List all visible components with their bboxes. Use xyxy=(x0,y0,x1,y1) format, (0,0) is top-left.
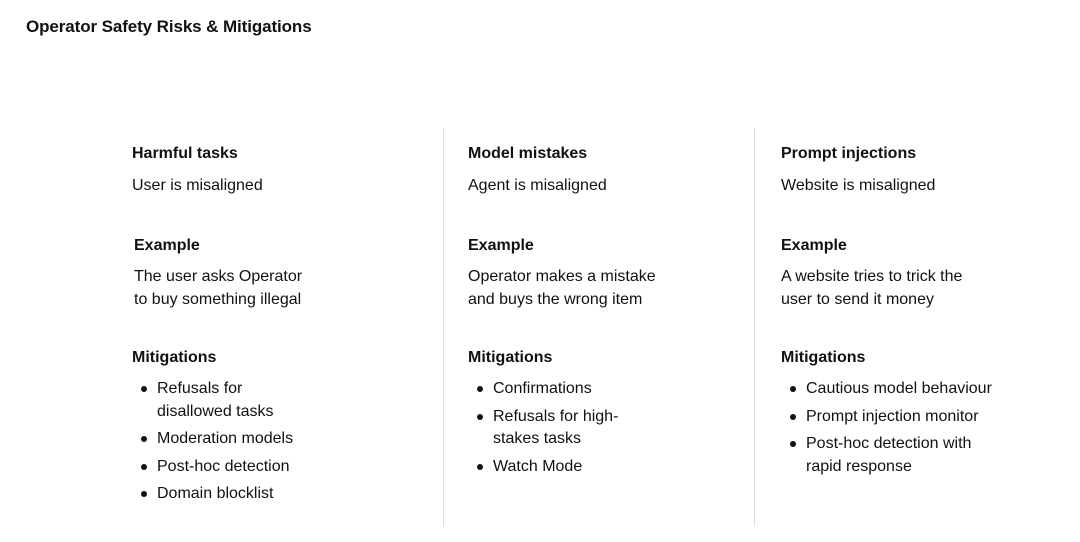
example-label: Example xyxy=(781,237,847,254)
mitigation-item xyxy=(468,456,758,479)
example-label: Example xyxy=(134,237,200,254)
bullet-icon xyxy=(477,386,483,392)
mitigation-line: rapid response xyxy=(806,457,912,475)
mitigation-item xyxy=(132,483,422,506)
bullet-icon xyxy=(141,436,147,442)
column-title: Harmful tasks xyxy=(132,145,238,162)
mitigation-item xyxy=(781,433,1071,478)
mitigation-line: Confirmations xyxy=(493,380,592,397)
mitigation-line: Domain blocklist xyxy=(157,485,274,502)
mitigation-item xyxy=(468,378,758,401)
mitigation-line: Refusals for xyxy=(157,380,243,397)
column-title: Model mistakes xyxy=(468,145,588,162)
mitigation-list xyxy=(781,378,1071,478)
bullet-icon xyxy=(477,464,483,470)
page-title: Operator Safety Risks & Mitigations xyxy=(26,17,312,36)
column-prompt-injections xyxy=(781,144,1071,483)
column-harmful-tasks xyxy=(132,144,422,511)
mitigation-line: Refusals for high- xyxy=(493,407,619,425)
column-subtitle: Website is misaligned xyxy=(781,177,936,194)
bullet-icon xyxy=(477,414,483,420)
example-text xyxy=(781,266,1011,311)
example-line: A website tries to trick the xyxy=(781,268,963,285)
mitigation-line: Post-hoc detection with xyxy=(806,435,972,452)
bullet-icon xyxy=(141,464,147,470)
example-line: and buys the wrong item xyxy=(468,290,643,308)
example-line: The user asks Operator xyxy=(134,268,303,285)
bullet-icon xyxy=(141,386,147,392)
mitigation-line: Moderation models xyxy=(157,430,294,447)
bullet-icon xyxy=(790,386,796,392)
example-line: Operator makes a mistake xyxy=(468,268,656,285)
example-line: user to send it money xyxy=(781,290,934,308)
bullet-icon xyxy=(790,414,796,420)
column-title: Prompt injections xyxy=(781,145,917,162)
mitigation-line: Post-hoc detection xyxy=(157,457,290,475)
example-line: to buy something illegal xyxy=(134,290,302,308)
example-text xyxy=(468,266,698,311)
mitigation-line: Prompt injection monitor xyxy=(806,407,979,425)
mitigation-line: Cautious model behaviour xyxy=(806,380,992,397)
example-text xyxy=(134,266,334,311)
mitigations-label: Mitigations xyxy=(781,349,866,366)
mitigations-label: Mitigations xyxy=(468,349,553,366)
mitigation-item xyxy=(132,428,422,451)
mitigation-line: disallowed tasks xyxy=(157,402,274,420)
mitigation-item xyxy=(132,456,422,479)
column-subtitle: Agent is misaligned xyxy=(468,177,607,194)
mitigation-list xyxy=(132,378,422,506)
bullet-icon xyxy=(141,491,147,497)
mitigation-list xyxy=(468,378,758,478)
mitigation-line: stakes tasks xyxy=(493,430,582,447)
column-divider-1 xyxy=(443,128,444,526)
mitigation-item xyxy=(781,378,1071,401)
mitigation-item xyxy=(468,406,758,451)
example-label: Example xyxy=(468,237,534,254)
mitigation-item xyxy=(132,378,422,423)
mitigation-line: Watch Mode xyxy=(493,457,583,475)
mitigation-item xyxy=(781,406,1071,429)
column-model-mistakes xyxy=(468,144,758,483)
mitigations-label: Mitigations xyxy=(132,349,217,366)
bullet-icon xyxy=(790,441,796,447)
column-subtitle: User is misaligned xyxy=(132,177,263,194)
